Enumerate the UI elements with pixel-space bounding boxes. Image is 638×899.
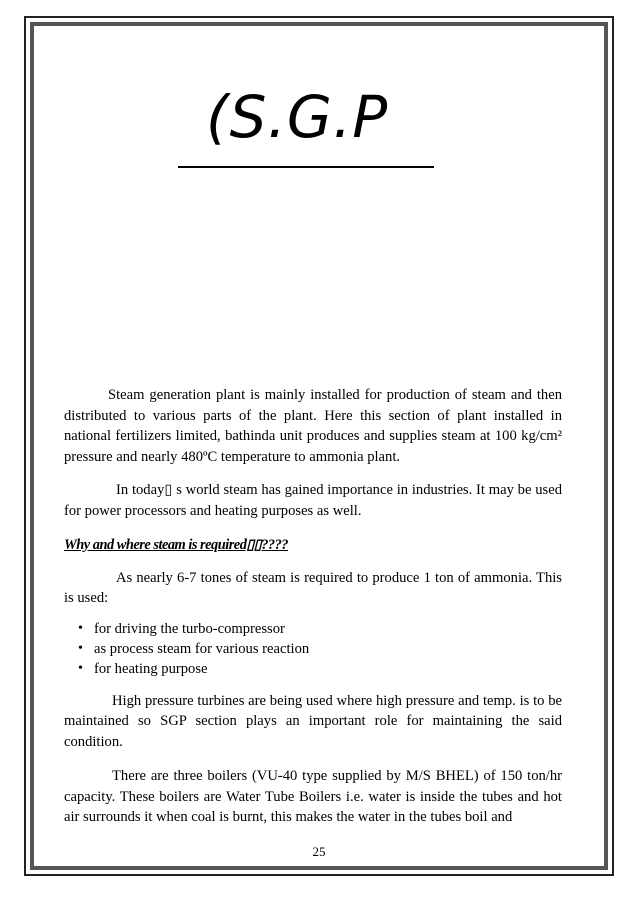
paragraph-boilers: There are three boilers (VU-40 type supplied by M/S BHEL) of 150 ton/hr capacity. These boilers are Water Tube Boilers i.e. water is inside the tubes and hot air surrounds it when coal is burnt, this makes the water in the tubes boil and: [64, 768, 562, 825]
list-item: [78, 639, 562, 659]
list-item-text: for driving the turbo-compressor: [94, 620, 285, 637]
paragraph-importance: In today▯ s world steam has gained importance in industries. It may be used for power processors and heating purposes as well.: [64, 482, 562, 519]
bullet-icon: •: [78, 660, 83, 676]
paragraph-intro: Steam generation plant is mainly installed for production of steam and then distributed to various parts of the plant. Here this section of plant installed in national fertilizers limited, bathinda unit produces and supplies steam at 100 kg/cm² pressure and nearly 480ºC temperature to ammonia plant.: [64, 387, 562, 465]
usage-list: [64, 619, 562, 679]
list-item: [78, 619, 562, 639]
list-item: [78, 659, 562, 679]
list-item-text: as process steam for various reaction: [94, 640, 310, 657]
page-number: 25: [312, 844, 326, 859]
list-item-text: for heating purpose: [94, 660, 208, 677]
page-title: (S.G.P: [206, 83, 389, 151]
section-heading: Why and where steam is required▯▯????: [64, 537, 289, 553]
paragraph-usage: As nearly 6-7 tones of steam is required to produce 1 ton of ammonia. This is used:: [64, 569, 562, 606]
bullet-icon: •: [78, 640, 83, 656]
title-underline: [178, 166, 434, 168]
document-body: [64, 385, 562, 828]
paragraph-turbines: High pressure turbines are being used where high pressure and temp. is to be maintained so SGP section plays an important role for maintaining the said condition.: [64, 692, 562, 750]
bullet-icon: •: [78, 620, 83, 636]
